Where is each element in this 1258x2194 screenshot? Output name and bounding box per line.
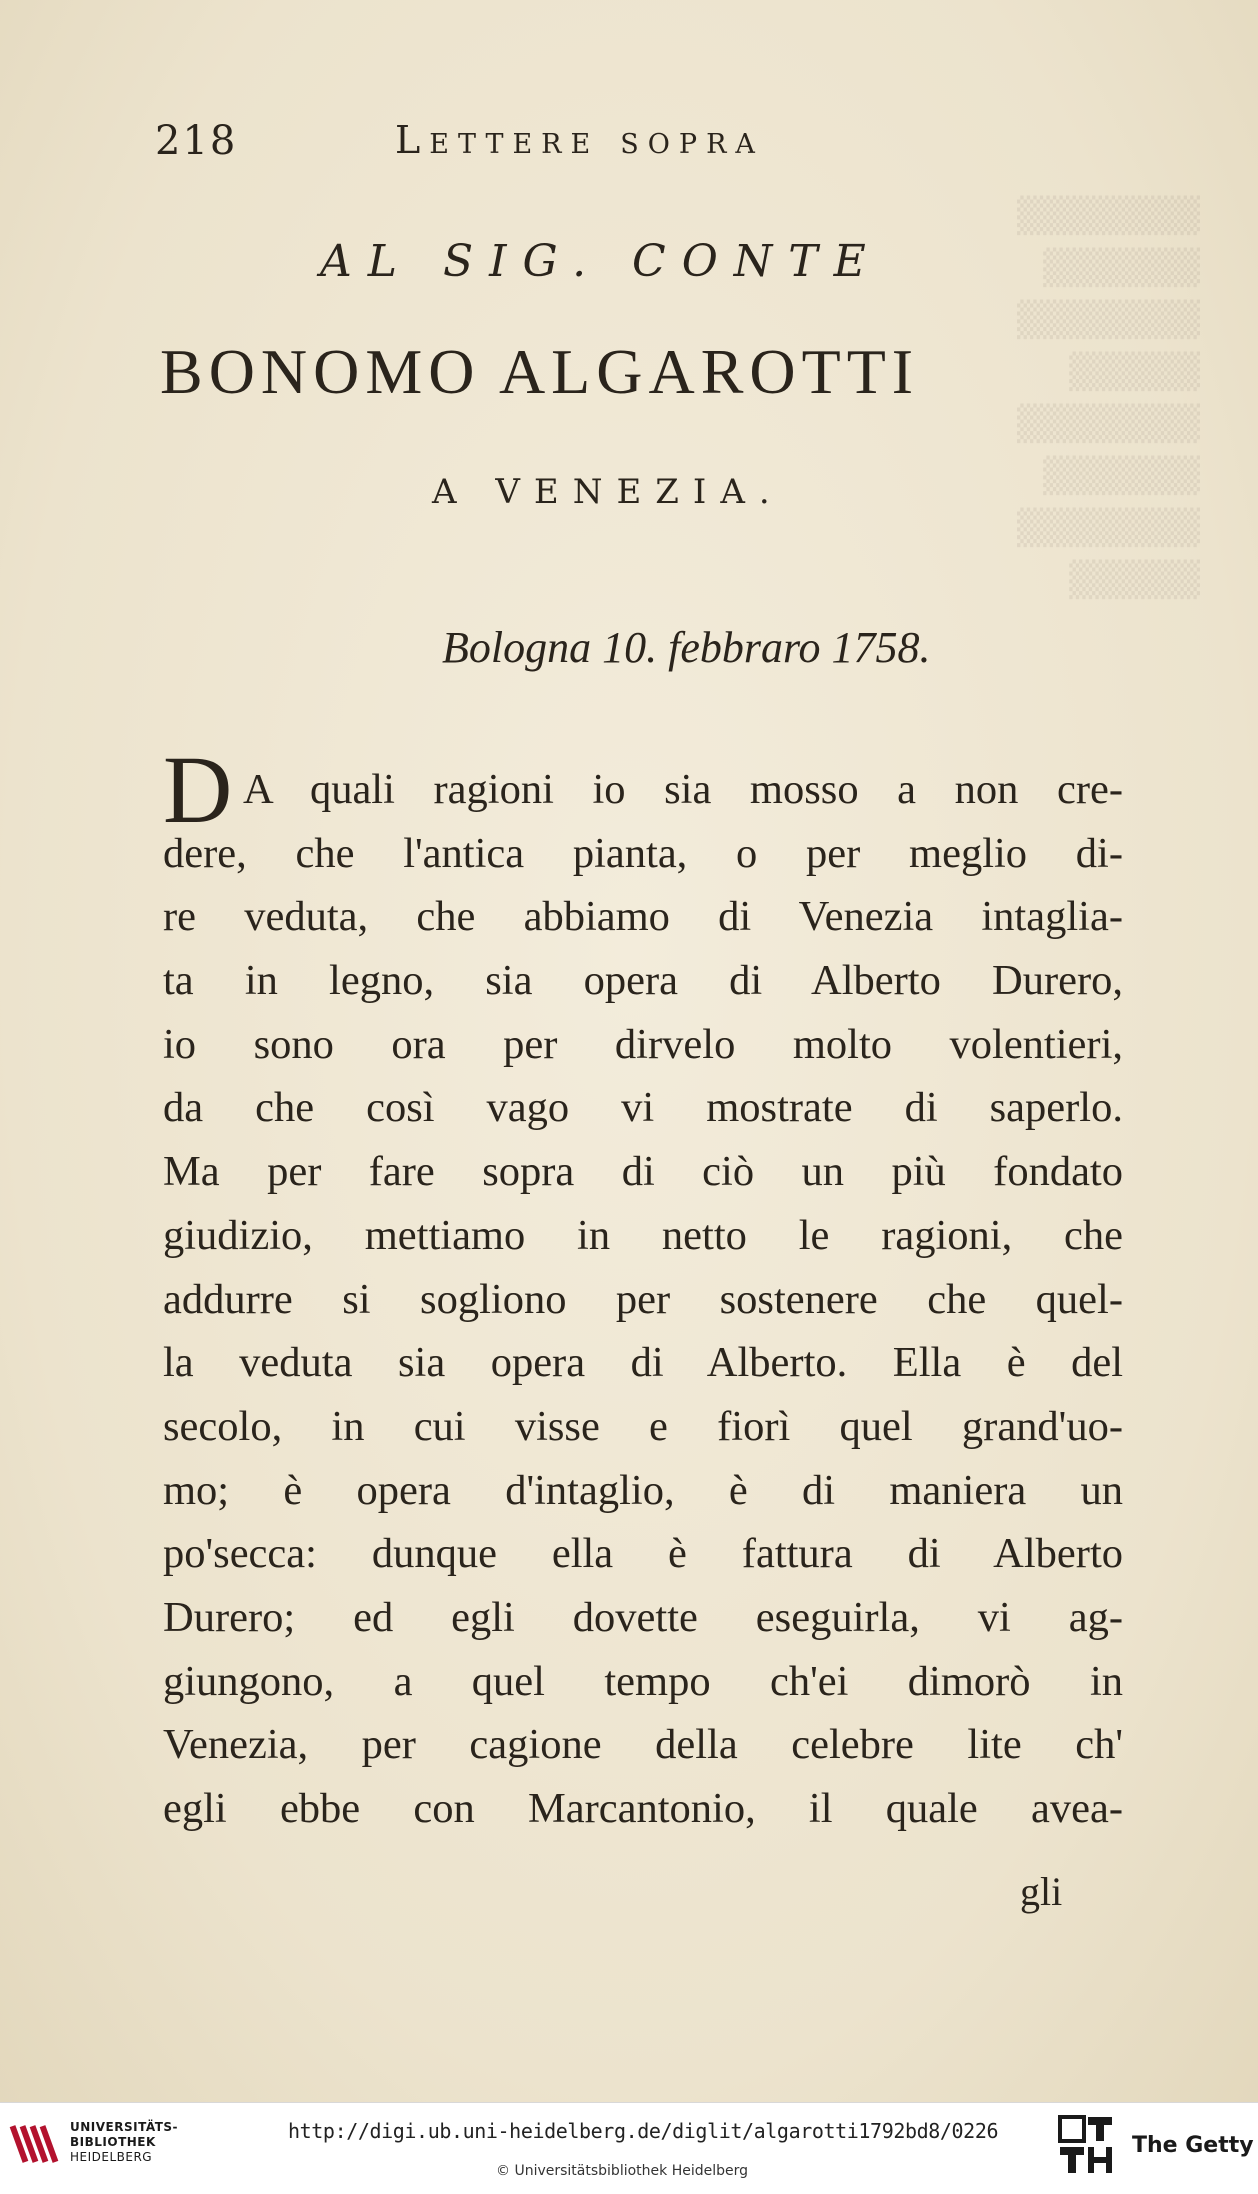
- getty-label: The Getty: [1132, 2133, 1254, 2158]
- drop-cap: D: [163, 736, 233, 843]
- text-line: io sono ora per dirvelo molto volentieri,: [163, 1020, 1123, 1068]
- library-name: UNIVERSITÄTS- BIBLIOTHEK HEIDELBERG: [70, 2120, 179, 2164]
- copyright-notice: © Universitätsbibliothek Heidelberg: [496, 2163, 749, 2179]
- text-line: re veduta, che abbiamo di Venezia intaglia-: [163, 893, 1123, 941]
- text-line: ta in legno, sia opera di Alberto Durero,: [163, 957, 1123, 1005]
- permalink[interactable]: http://digi.ub.uni-heidelberg.de/diglit/algarotti1792bd8/0226: [288, 2119, 999, 2143]
- page-number: 218: [155, 118, 238, 164]
- running-title: Lettere sopra: [395, 118, 764, 162]
- text-line: A quali ragioni io sia mosso a non cre-: [243, 766, 1123, 813]
- catchword: gli: [1020, 1869, 1063, 1914]
- text-line: giudizio, mettiamo in netto le ragioni, che: [163, 1211, 1123, 1259]
- addressee-name: BONOMO ALGAROTTI: [160, 336, 920, 407]
- text-line: Durero; ed egli dovette eseguirla, vi ag-: [163, 1593, 1123, 1641]
- text-line: dere, che l'antica pianta, o per meglio di-: [163, 829, 1123, 877]
- text-line: giungono, a quel tempo ch'ei dimorò in: [163, 1657, 1123, 1705]
- text-line: da che così vago vi mostrate di saperlo.: [163, 1084, 1123, 1132]
- text-line: Venezia, per cagione della celebre lite ch': [163, 1721, 1123, 1769]
- letter-body: [163, 758, 1123, 1841]
- viewer-footer: [0, 2102, 1258, 2194]
- text-line: egli ebbe con Marcantonio, il quale avea-: [163, 1785, 1123, 1832]
- text-line: addurre si sogliono per sostenere che quel-: [163, 1275, 1123, 1323]
- getty-logo-icon: [1058, 2115, 1114, 2177]
- text-line: po'secca: dunque ella è fattura di Alberto: [163, 1530, 1123, 1578]
- university-library-logo-icon: [12, 2119, 62, 2169]
- dateline: Bologna 10. febbraro 1758.: [442, 623, 931, 672]
- text-line: secolo, in cui visse e fiorì quel grand'uo-: [163, 1402, 1123, 1450]
- running-header: [155, 118, 1035, 168]
- bleed-through-texture: ▒▒▒▒▒▒▒ ▒▒▒▒▒▒ ▒▒▒▒▒▒▒ ▒▒▒▒▒ ▒▒▒▒▒▒▒ ▒▒▒▒▒▒ ▒▒▒▒▒▒▒ ▒▒▒▒▒: [1016, 196, 1200, 600]
- text-line: mo; è opera d'intaglio, è di maniera un: [163, 1466, 1123, 1514]
- text-line: Ma per fare sopra di ciò un più fondato: [163, 1148, 1123, 1196]
- addressee-place: A VENEZIA.: [432, 472, 784, 512]
- text-line: la veduta sia opera di Alberto. Ella è del: [163, 1339, 1123, 1387]
- addressee-line: AL SIG. CONTE: [320, 236, 882, 287]
